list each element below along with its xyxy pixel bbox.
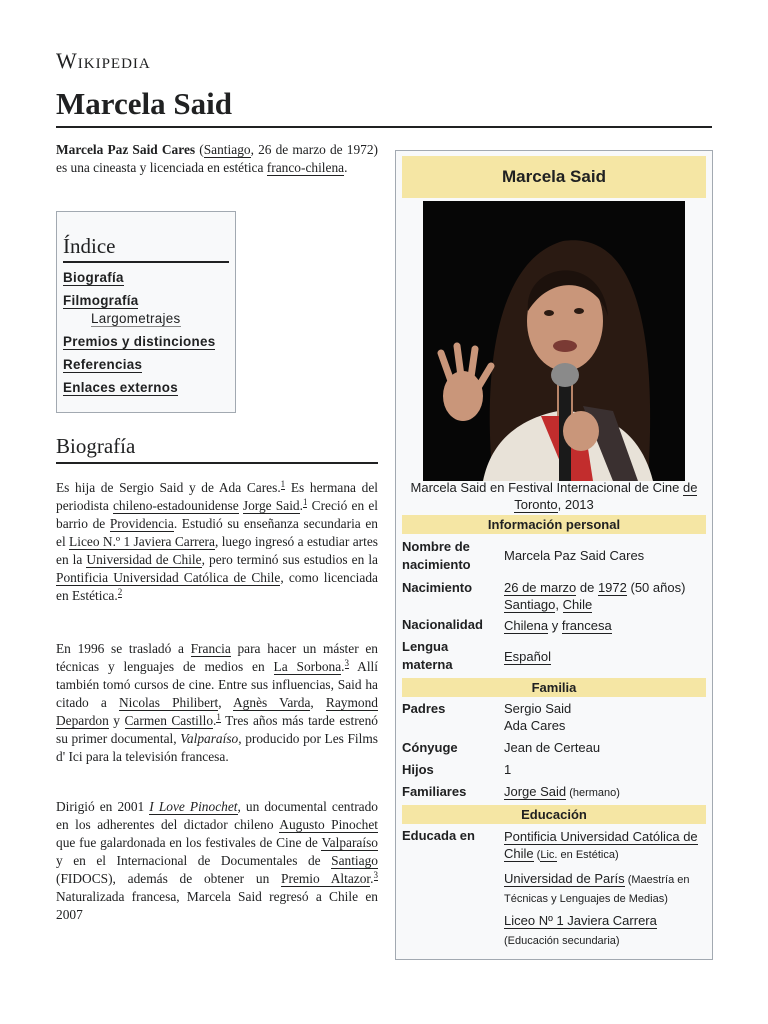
section-education: Educación bbox=[402, 805, 706, 824]
ref-link[interactable]: 3 bbox=[344, 657, 350, 668]
biografia-paragraph-2: En 1996 se trasladó a Francia para hacer un máster en técnicas y lenguajes de medios en La Sorbona.$^3$ Allí también tomó cursos de cine. Entre sus influencias, Said ha citado a Nicolas Philibert, Agnès Varda, Raymond Depardon y Carmen Castillo.$^1$ Tres años más tarde estrenó su primer documental, Valparaíso, producido por Les Films d' Ici para la televisión francesa. bbox=[56, 641, 378, 764]
toc-item-enlaces[interactable]: Enlaces externos bbox=[63, 380, 178, 395]
link-universidad-de-chile[interactable]: Universidad de Chile bbox=[86, 552, 202, 567]
lead-paragraph bbox=[56, 141, 378, 177]
section-personal-info: Información personal bbox=[402, 515, 706, 534]
photo-caption: Marcela Said en Festival Internacional de Cine de Toronto, 2013 bbox=[410, 480, 698, 512]
label-parents: Padres bbox=[402, 701, 446, 716]
link-26-de-marzo[interactable]: 26 de marzo bbox=[504, 580, 577, 595]
link-espanol[interactable]: Español bbox=[504, 649, 551, 664]
value-birth-name: Marcela Paz Said Cares bbox=[504, 548, 645, 563]
link-puc[interactable]: Pontificia Universidad Católica de Chile bbox=[56, 570, 281, 585]
table-of-contents bbox=[56, 211, 236, 413]
value-spouse: Jean de Certeau bbox=[504, 740, 601, 755]
ref-link[interactable]: 3 bbox=[373, 869, 379, 880]
link-lic[interactable]: Lic. bbox=[540, 849, 558, 861]
link-i-love-pinochet[interactable]: I Love Pinochet bbox=[149, 799, 238, 814]
value-birth: 26 de marzo de 1972 (50 años) Santiago, Chile bbox=[504, 580, 686, 612]
toc-item-largometrajes[interactable]: Largometrajes bbox=[91, 311, 181, 326]
title-valparaiso: Valparaíso bbox=[180, 731, 239, 746]
link-pontificia-universidad[interactable]: Pontificia Universidad Católica de Chile bbox=[504, 829, 698, 861]
label-birth: Nacimiento bbox=[402, 580, 473, 595]
toc-item-premios[interactable]: Premios y distinciones bbox=[63, 334, 216, 349]
link-santiago[interactable]: Santiago bbox=[203, 142, 251, 157]
ref-link[interactable]: 1 bbox=[280, 478, 286, 489]
link-festival-toronto[interactable]: de Toronto bbox=[514, 480, 698, 512]
value-relatives: Jorge Said (hermano) bbox=[504, 784, 620, 799]
label-educated-at: Educada en bbox=[402, 828, 475, 843]
biografia-paragraph-1: Es hija de Sergio Said y de Ada Cares.$^1$ Es hermana del periodista chileno-estadounidense Jorge Said.$^1$ Creció en el barrio de Providencia. Estudió su enseñanza secundaria en el Liceo N.º 1 Javiera Carrera, luego ingresó a estudiar artes en la Universidad de Chile, pero terminó sus estudios en la Pontificia Universidad Católica de Chile, como licenciada en Estética.$^2$ bbox=[56, 478, 379, 603]
link-chile[interactable]: Chile bbox=[562, 597, 593, 612]
wikipedia-logo[interactable]: Wikipedia bbox=[56, 48, 151, 73]
link-jorge-said-infobox[interactable]: Jorge Said bbox=[504, 784, 567, 799]
link-raymond-depardon[interactable]: Raymond Depardon bbox=[56, 695, 378, 728]
link-birth-santiago[interactable]: Santiago bbox=[504, 597, 556, 612]
lead-name: Marcela Paz Said Cares bbox=[56, 142, 196, 157]
value-education-1: Pontificia Universidad Católica de Chile (Lic. en Estética) bbox=[504, 829, 698, 861]
link-liceo[interactable]: Liceo N.º 1 Javiera Carrera bbox=[69, 534, 215, 549]
title-divider bbox=[56, 126, 712, 128]
link-augusto-pinochet[interactable]: Augusto Pinochet bbox=[279, 817, 378, 832]
lead-text: ( bbox=[195, 142, 204, 157]
value-education-3: Liceo Nº 1 Javiera Carrera (Educación secundaria) bbox=[504, 913, 657, 947]
value-nationality: Chilena y francesa bbox=[504, 618, 612, 633]
link-chileno-estadounidense[interactable]: chileno-estadounidense bbox=[112, 498, 239, 513]
label-mother-tongue: Lengua materna bbox=[402, 639, 453, 672]
link-universidad-de-paris[interactable]: Universidad de París bbox=[504, 871, 625, 886]
ref-link[interactable]: 1 bbox=[216, 711, 221, 722]
link-providencia[interactable]: Providencia bbox=[109, 516, 174, 531]
toc-item-filmografia[interactable]: Filmografía bbox=[63, 293, 139, 308]
link-carmen-castillo[interactable]: Carmen Castillo bbox=[124, 713, 214, 728]
link-1972[interactable]: 1972 bbox=[597, 580, 627, 595]
label-spouse: Cónyuge bbox=[402, 740, 458, 755]
biografia-paragraph-3: Dirigió en 2001 I Love Pinochet, un documental centrado en los adherentes del dictador chileno Augusto Pinochet que fue galardonada en los festivales de Cine de Valparaíso y en el Internacional de Documentales de Santiago (FIDOCS), además de obtener un Premio Altazor.$^3$ Naturalizada francesa, Marcela Said regresó a Chile en 2007 bbox=[56, 799, 379, 922]
link-franco-chilena[interactable]: franco-chilena bbox=[266, 160, 345, 175]
toc-item-referencias[interactable]: Referencias bbox=[63, 357, 143, 372]
link-la-sorbona[interactable]: La Sorbona bbox=[273, 659, 342, 674]
link-jorge-said[interactable]: Jorge Said bbox=[242, 498, 300, 513]
section-family: Familia bbox=[402, 678, 706, 697]
value-parents: Sergio Said Ada Cares bbox=[504, 701, 572, 733]
label-children: Hijos bbox=[402, 762, 434, 777]
page-title: Marcela Said bbox=[56, 86, 232, 121]
section-heading-biografia: Biografía bbox=[56, 434, 378, 464]
lead-text: . bbox=[344, 160, 348, 175]
link-francesa[interactable]: francesa bbox=[561, 618, 612, 633]
ref-link[interactable]: 1 bbox=[302, 496, 308, 507]
value-mother-tongue bbox=[504, 648, 708, 665]
link-chilena[interactable]: Chilena bbox=[504, 618, 549, 633]
link-premio-altazor[interactable]: Premio Altazor bbox=[281, 871, 371, 886]
link-agnes-varda[interactable]: Agnès Varda bbox=[233, 695, 311, 710]
toc-heading: Índice bbox=[63, 234, 229, 263]
link-nicolas-philibert[interactable]: Nicolas Philibert bbox=[119, 695, 219, 710]
lead-text: , 26 de marzo de 1972) es una cineasta y licenciada en estética bbox=[56, 142, 379, 175]
value-children: 1 bbox=[504, 762, 512, 777]
label-birth-name: Nombre de nacimiento bbox=[402, 539, 471, 572]
label-nationality: Nacionalidad bbox=[402, 617, 483, 632]
link-liceo-javiera-carrera[interactable]: Liceo Nº 1 Javiera Carrera bbox=[504, 913, 657, 928]
portrait-photo[interactable] bbox=[423, 201, 685, 481]
infobox bbox=[395, 150, 713, 960]
label-relatives: Familiares bbox=[402, 784, 467, 799]
infobox-title: Marcela Said bbox=[402, 156, 706, 198]
ref-link[interactable]: 2 bbox=[117, 586, 123, 597]
toc-item-biografia[interactable]: Biografía bbox=[63, 270, 124, 285]
link-santiago-2[interactable]: Santiago bbox=[331, 853, 378, 868]
value-education-2: Universidad de París (Maestría en Técnicas y Lenguajes de Medias) bbox=[504, 871, 690, 905]
link-francia[interactable]: Francia bbox=[190, 641, 231, 656]
link-valparaiso[interactable]: Valparaíso bbox=[321, 835, 378, 850]
